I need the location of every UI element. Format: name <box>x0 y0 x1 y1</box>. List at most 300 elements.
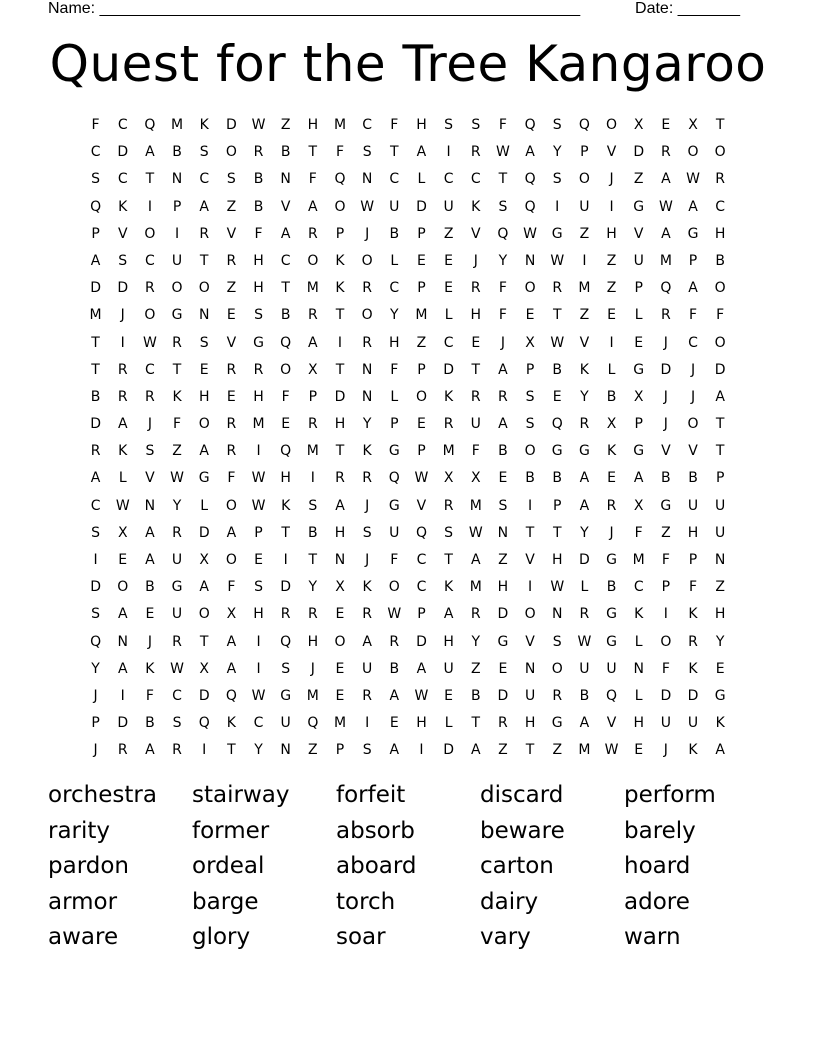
grid-letter[interactable]: V <box>416 497 427 514</box>
grid-letter[interactable]: O <box>280 361 292 378</box>
grid-letter[interactable]: V <box>226 334 237 351</box>
grid-letter[interactable]: R <box>470 280 481 297</box>
grid-letter[interactable]: U <box>633 252 644 269</box>
grid-letter[interactable]: A <box>661 225 671 242</box>
grid-letter[interactable]: U <box>687 497 699 514</box>
grid-letter[interactable]: Y <box>172 497 182 514</box>
grid-letter[interactable]: L <box>200 497 209 514</box>
grid-letter[interactable]: R <box>443 416 454 433</box>
grid-letter[interactable]: Z <box>416 334 427 351</box>
grid-letter[interactable]: O <box>714 144 726 161</box>
grid-letter[interactable]: T <box>281 280 290 297</box>
grid-letter[interactable]: G <box>687 225 699 242</box>
grid-letter[interactable]: T <box>145 171 155 188</box>
grid-letter[interactable]: C <box>172 687 182 704</box>
grid-letter[interactable]: R <box>335 470 345 487</box>
grid-letter[interactable]: D <box>334 388 346 405</box>
grid-letter[interactable]: J <box>690 388 696 405</box>
grid-letter[interactable]: G <box>660 497 672 514</box>
grid-letter[interactable]: P <box>688 252 698 269</box>
grid-letter[interactable]: V <box>606 715 617 732</box>
grid-letter[interactable]: G <box>497 633 509 650</box>
grid-letter[interactable]: R <box>280 606 291 623</box>
grid-letter[interactable]: H <box>606 225 617 242</box>
grid-letter[interactable]: Y <box>580 388 589 405</box>
grid-letter[interactable]: I <box>609 334 614 351</box>
grid-letter[interactable]: E <box>471 334 481 351</box>
grid-letter[interactable]: N <box>361 388 373 405</box>
grid-letter[interactable]: U <box>171 606 183 623</box>
grid-letter[interactable]: M <box>578 280 591 297</box>
grid-letter[interactable]: G <box>198 470 210 487</box>
grid-letter[interactable]: J <box>365 552 370 568</box>
grid-letter[interactable]: B <box>606 388 617 405</box>
grid-letter[interactable]: N <box>171 171 183 188</box>
grid-letter[interactable]: D <box>660 687 672 704</box>
grid-letter[interactable]: B <box>280 144 291 161</box>
grid-letter[interactable]: T <box>444 552 453 568</box>
grid-letter[interactable]: E <box>498 660 508 677</box>
grid-letter[interactable]: L <box>607 361 616 378</box>
grid-letter[interactable]: E <box>335 660 345 677</box>
grid-letter[interactable]: A <box>335 497 345 514</box>
grid-letter[interactable]: R <box>307 606 318 623</box>
grid-letter[interactable]: O <box>578 171 590 188</box>
grid-letter[interactable]: E <box>254 552 263 568</box>
grid-letter[interactable]: I <box>256 633 261 650</box>
grid-letter[interactable]: I <box>446 144 451 161</box>
grid-letter[interactable]: W <box>387 606 402 623</box>
grid-letter[interactable]: P <box>172 198 182 215</box>
grid-letter[interactable]: C <box>389 280 400 297</box>
grid-letter[interactable]: U <box>389 198 400 215</box>
grid-letter[interactable]: D <box>443 361 454 378</box>
grid-letter[interactable]: I <box>174 225 180 242</box>
grid-letter[interactable]: I <box>120 334 125 351</box>
grid-letter[interactable]: E <box>607 470 616 487</box>
grid-letter[interactable]: Q <box>144 117 156 133</box>
grid-letter[interactable]: U <box>280 715 291 732</box>
grid-letter[interactable]: R <box>172 524 182 541</box>
grid-letter[interactable]: Z <box>443 225 454 242</box>
grid-letter[interactable]: X <box>470 470 481 487</box>
grid-letter[interactable]: Q <box>280 633 292 650</box>
grid-letter[interactable]: M <box>578 742 591 759</box>
name-field[interactable]: Name: ______________________________________________________ <box>48 0 581 17</box>
grid-letter[interactable]: Y <box>498 252 508 269</box>
grid-letter[interactable]: Q <box>90 633 102 650</box>
grid-letter[interactable]: S <box>444 524 454 541</box>
grid-letter[interactable]: F <box>145 687 154 704</box>
grid-letter[interactable]: U <box>443 660 454 677</box>
grid-letter[interactable]: Q <box>280 443 292 460</box>
grid-letter[interactable]: O <box>225 552 237 568</box>
grid-letter[interactable]: T <box>498 171 508 188</box>
grid-letter[interactable]: Y <box>715 633 725 650</box>
grid-letter[interactable]: Q <box>90 198 102 215</box>
grid-letter[interactable]: X <box>606 416 617 433</box>
grid-letter[interactable]: R <box>226 252 237 269</box>
grid-letter[interactable]: O <box>334 198 346 215</box>
grid-letter[interactable]: Z <box>606 252 617 269</box>
grid-letter[interactable]: U <box>470 416 481 433</box>
grid-letter[interactable]: S <box>91 524 101 541</box>
grid-letter[interactable]: D <box>497 606 509 623</box>
grid-letter[interactable]: M <box>333 117 347 133</box>
grid-letter[interactable]: R <box>498 715 508 732</box>
grid-letter[interactable]: R <box>470 606 481 623</box>
grid-letter[interactable]: A <box>715 742 725 759</box>
grid-letter[interactable]: U <box>715 497 726 514</box>
grid-letter[interactable]: R <box>362 280 372 297</box>
grid-letter[interactable]: P <box>335 742 345 759</box>
grid-letter[interactable]: U <box>579 198 590 215</box>
grid-letter[interactable]: G <box>606 606 617 623</box>
grid-letter[interactable]: H <box>253 606 264 623</box>
grid-letter[interactable]: P <box>91 715 100 732</box>
grid-letter[interactable]: A <box>498 361 508 378</box>
grid-letter[interactable]: G <box>714 687 726 704</box>
grid-letter[interactable]: M <box>415 307 428 324</box>
grid-letter[interactable]: Y <box>580 524 589 541</box>
grid-letter[interactable]: Y <box>471 633 481 650</box>
grid-letter[interactable]: A <box>579 470 590 487</box>
grid-letter[interactable]: Z <box>715 579 725 596</box>
grid-letter[interactable]: P <box>580 144 589 161</box>
grid-letter[interactable]: K <box>335 252 345 269</box>
grid-letter[interactable]: E <box>389 715 399 732</box>
grid-letter[interactable]: G <box>606 633 617 650</box>
grid-letter[interactable]: N <box>633 660 644 677</box>
grid-letter[interactable]: G <box>253 334 264 351</box>
grid-letter[interactable]: M <box>469 497 482 514</box>
grid-letter[interactable]: N <box>551 606 563 623</box>
grid-letter[interactable]: Y <box>254 742 263 759</box>
grid-letter[interactable]: Q <box>497 225 509 242</box>
grid-letter[interactable]: Q <box>524 171 536 188</box>
grid-letter[interactable]: E <box>417 252 426 269</box>
grid-letter[interactable]: T <box>91 361 100 378</box>
grid-letter[interactable]: B <box>145 579 155 596</box>
grid-letter[interactable]: A <box>470 552 481 568</box>
grid-letter[interactable]: S <box>308 497 318 514</box>
grid-letter[interactable]: A <box>525 144 535 161</box>
grid-letter[interactable]: O <box>334 633 346 650</box>
grid-letter[interactable]: D <box>90 579 101 596</box>
grid-letter[interactable]: M <box>89 307 102 324</box>
grid-letter[interactable]: R <box>117 388 128 405</box>
grid-letter[interactable]: F <box>308 171 317 188</box>
grid-letter[interactable]: W <box>658 198 673 215</box>
grid-letter[interactable]: W <box>496 144 510 161</box>
grid-letter[interactable]: D <box>633 144 645 161</box>
grid-letter[interactable]: C <box>280 252 291 269</box>
grid-letter[interactable]: B <box>470 687 481 704</box>
grid-letter[interactable]: R <box>389 633 400 650</box>
grid-letter[interactable]: T <box>525 524 535 541</box>
grid-letter[interactable]: S <box>362 524 372 541</box>
grid-letter[interactable]: E <box>335 687 345 704</box>
grid-letter[interactable]: D <box>416 198 427 215</box>
grid-letter[interactable]: A <box>199 198 209 215</box>
grid-letter[interactable]: S <box>525 388 535 405</box>
grid-letter[interactable]: A <box>226 660 237 677</box>
grid-letter[interactable]: O <box>307 252 319 269</box>
grid-letter[interactable]: B <box>688 470 698 487</box>
grid-letter[interactable]: T <box>715 117 725 133</box>
grid-letter[interactable]: A <box>443 606 454 623</box>
grid-letter[interactable]: B <box>308 524 318 541</box>
grid-letter[interactable]: J <box>473 252 478 269</box>
grid-letter[interactable]: E <box>199 361 209 378</box>
grid-letter[interactable]: E <box>226 307 236 324</box>
grid-letter[interactable]: P <box>688 552 698 568</box>
grid-letter[interactable]: E <box>661 117 671 133</box>
grid-letter[interactable]: C <box>253 715 264 732</box>
grid-letter[interactable]: A <box>117 660 128 677</box>
grid-letter[interactable]: D <box>687 687 699 704</box>
grid-letter[interactable]: I <box>147 198 152 215</box>
grid-letter[interactable]: E <box>145 606 155 623</box>
grid-letter[interactable]: U <box>389 524 400 541</box>
grid-letter[interactable]: O <box>198 416 210 433</box>
grid-letter[interactable]: O <box>551 660 563 677</box>
grid-letter[interactable]: O <box>225 497 237 514</box>
grid-letter[interactable]: O <box>198 606 210 623</box>
grid-letter[interactable]: N <box>361 361 373 378</box>
grid-letter[interactable]: R <box>715 171 726 188</box>
grid-letter[interactable]: F <box>688 307 698 324</box>
grid-letter[interactable]: A <box>226 633 237 650</box>
grid-letter[interactable]: P <box>417 606 426 623</box>
grid-letter[interactable]: I <box>555 198 560 215</box>
grid-letter[interactable]: R <box>199 225 210 242</box>
grid-letter[interactable]: E <box>417 416 426 433</box>
grid-letter[interactable]: F <box>498 307 507 324</box>
grid-letter[interactable]: A <box>90 252 101 269</box>
grid-letter[interactable]: C <box>416 579 427 596</box>
grid-letter[interactable]: P <box>417 225 426 242</box>
grid-letter[interactable]: W <box>251 687 266 704</box>
grid-letter[interactable]: X <box>117 524 128 541</box>
grid-letter[interactable]: G <box>280 687 292 704</box>
grid-letter[interactable]: Q <box>334 171 346 188</box>
grid-letter[interactable]: F <box>390 552 399 568</box>
grid-letter[interactable]: B <box>172 144 182 161</box>
grid-letter[interactable]: P <box>553 497 562 514</box>
grid-letter[interactable]: A <box>416 660 427 677</box>
grid-letter[interactable]: L <box>390 252 399 269</box>
grid-letter[interactable]: W <box>577 633 592 650</box>
grid-letter[interactable]: A <box>470 742 481 759</box>
grid-letter[interactable]: G <box>633 198 645 215</box>
grid-letter[interactable]: A <box>688 198 698 215</box>
grid-letter[interactable]: C <box>145 361 155 378</box>
grid-letter[interactable]: E <box>715 660 725 677</box>
grid-letter[interactable]: D <box>497 687 509 704</box>
grid-letter[interactable]: I <box>256 443 261 460</box>
grid-letter[interactable]: E <box>498 470 508 487</box>
grid-letter[interactable]: K <box>715 715 725 732</box>
grid-letter[interactable]: P <box>715 470 725 487</box>
grid-letter[interactable]: I <box>582 252 587 269</box>
grid-letter[interactable]: E <box>444 687 454 704</box>
grid-letter[interactable]: W <box>550 579 565 596</box>
grid-letter[interactable]: H <box>253 388 264 405</box>
grid-letter[interactable]: W <box>550 334 565 351</box>
grid-letter[interactable]: D <box>714 361 726 378</box>
grid-letter[interactable]: R <box>362 687 372 704</box>
grid-letter[interactable]: P <box>308 388 318 405</box>
grid-letter[interactable]: C <box>633 579 644 596</box>
grid-letter[interactable]: R <box>362 334 372 351</box>
grid-letter[interactable]: Y <box>91 660 100 677</box>
grid-letter[interactable]: R <box>498 388 508 405</box>
grid-letter[interactable]: C <box>362 117 373 133</box>
date-field[interactable]: Date: _______ <box>635 0 740 17</box>
grid-letter[interactable]: K <box>118 443 128 460</box>
grid-letter[interactable]: H <box>714 225 726 242</box>
grid-letter[interactable]: T <box>172 361 182 378</box>
grid-letter[interactable]: P <box>525 361 535 378</box>
grid-letter[interactable]: X <box>226 606 237 623</box>
grid-letter[interactable]: K <box>118 198 128 215</box>
grid-letter[interactable]: R <box>226 416 237 433</box>
grid-letter[interactable]: B <box>715 252 725 269</box>
grid-letter[interactable]: V <box>579 334 590 351</box>
grid-letter[interactable]: G <box>633 443 645 460</box>
grid-letter[interactable]: K <box>145 660 155 677</box>
grid-letter[interactable]: I <box>609 198 614 215</box>
grid-letter[interactable]: A <box>117 606 128 623</box>
grid-letter[interactable]: B <box>389 660 400 677</box>
grid-letter[interactable]: F <box>661 660 670 677</box>
grid-letter[interactable]: W <box>251 470 266 487</box>
grid-letter[interactable]: S <box>91 171 101 188</box>
grid-letter[interactable]: K <box>362 579 372 596</box>
grid-letter[interactable]: W <box>604 742 619 759</box>
grid-letter[interactable]: A <box>117 416 128 433</box>
grid-letter[interactable]: A <box>715 388 725 405</box>
grid-letter[interactable]: T <box>308 552 318 568</box>
grid-letter[interactable]: F <box>91 117 100 133</box>
grid-letter[interactable]: O <box>524 443 536 460</box>
grid-letter[interactable]: V <box>145 470 155 487</box>
grid-letter[interactable]: P <box>91 225 100 242</box>
grid-letter[interactable]: D <box>225 117 237 133</box>
grid-letter[interactable]: R <box>362 470 372 487</box>
grid-letter[interactable]: G <box>171 307 183 324</box>
grid-letter[interactable]: F <box>716 307 725 324</box>
grid-letter[interactable]: A <box>280 225 291 242</box>
grid-letter[interactable]: I <box>120 687 125 704</box>
grid-letter[interactable]: E <box>335 606 345 623</box>
grid-letter[interactable]: N <box>524 660 536 677</box>
grid-letter[interactable]: T <box>335 307 345 324</box>
grid-letter[interactable]: B <box>661 470 671 487</box>
grid-letter[interactable]: A <box>145 524 155 541</box>
grid-letter[interactable]: N <box>334 552 346 568</box>
grid-letter[interactable]: K <box>634 606 644 623</box>
grid-letter[interactable]: T <box>335 443 345 460</box>
grid-letter[interactable]: I <box>310 470 315 487</box>
grid-letter[interactable]: F <box>390 117 399 133</box>
grid-letter[interactable]: K <box>172 388 182 405</box>
grid-letter[interactable]: E <box>552 388 562 405</box>
grid-letter[interactable]: V <box>661 443 671 460</box>
grid-letter[interactable]: I <box>365 715 370 732</box>
grid-letter[interactable]: O <box>388 579 400 596</box>
grid-letter[interactable]: S <box>552 633 562 650</box>
grid-letter[interactable]: M <box>333 715 347 732</box>
grid-letter[interactable]: A <box>362 633 372 650</box>
grid-letter[interactable]: X <box>525 334 535 351</box>
grid-letter[interactable]: A <box>308 198 318 215</box>
grid-letter[interactable]: U <box>171 552 183 568</box>
grid-letter[interactable]: T <box>199 633 209 650</box>
grid-letter[interactable]: G <box>388 497 400 514</box>
grid-letter[interactable]: H <box>714 606 726 623</box>
grid-letter[interactable]: S <box>552 171 562 188</box>
grid-letter[interactable]: G <box>606 552 617 568</box>
grid-letter[interactable]: W <box>360 198 375 215</box>
grid-letter[interactable]: T <box>91 334 100 351</box>
grid-letter[interactable]: W <box>468 524 483 541</box>
grid-letter[interactable]: T <box>227 742 236 759</box>
grid-letter[interactable]: V <box>226 225 237 242</box>
grid-letter[interactable]: E <box>634 334 644 351</box>
grid-letter[interactable]: H <box>280 470 291 487</box>
grid-letter[interactable]: K <box>688 606 698 623</box>
grid-letter[interactable]: J <box>93 742 98 759</box>
grid-letter[interactable]: R <box>470 388 481 405</box>
grid-letter[interactable]: I <box>528 497 533 514</box>
grid-letter[interactable]: I <box>202 742 207 759</box>
grid-letter[interactable]: W <box>686 171 700 188</box>
grid-letter[interactable]: C <box>470 171 481 188</box>
grid-letter[interactable]: B <box>552 361 563 378</box>
grid-letter[interactable]: S <box>145 443 155 460</box>
grid-letter[interactable]: Z <box>552 742 563 759</box>
grid-letter[interactable]: H <box>687 524 699 541</box>
grid-letter[interactable]: A <box>145 742 155 759</box>
grid-letter[interactable]: R <box>145 280 155 297</box>
grid-letter[interactable]: Q <box>280 334 292 351</box>
grid-letter[interactable]: J <box>609 171 614 188</box>
grid-letter[interactable]: R <box>145 388 155 405</box>
grid-letter[interactable]: K <box>606 443 617 460</box>
grid-letter[interactable]: D <box>660 361 672 378</box>
grid-letter[interactable]: S <box>362 144 372 161</box>
grid-letter[interactable]: X <box>688 117 698 133</box>
grid-letter[interactable]: O <box>606 117 618 133</box>
grid-letter[interactable]: X <box>443 470 454 487</box>
grid-letter[interactable]: J <box>663 388 668 405</box>
grid-letter[interactable]: R <box>172 334 182 351</box>
grid-letter[interactable]: H <box>443 633 454 650</box>
grid-letter[interactable]: R <box>660 307 671 324</box>
grid-letter[interactable]: A <box>688 280 698 297</box>
grid-letter[interactable]: S <box>552 117 562 133</box>
grid-letter[interactable]: R <box>117 361 128 378</box>
grid-letter[interactable]: T <box>715 416 725 433</box>
grid-letter[interactable]: S <box>254 307 263 324</box>
grid-letter[interactable]: Q <box>524 198 536 215</box>
grid-letter[interactable]: O <box>687 144 699 161</box>
grid-letter[interactable]: X <box>633 117 644 133</box>
grid-letter[interactable]: R <box>307 416 318 433</box>
grid-letter[interactable]: O <box>117 579 129 596</box>
